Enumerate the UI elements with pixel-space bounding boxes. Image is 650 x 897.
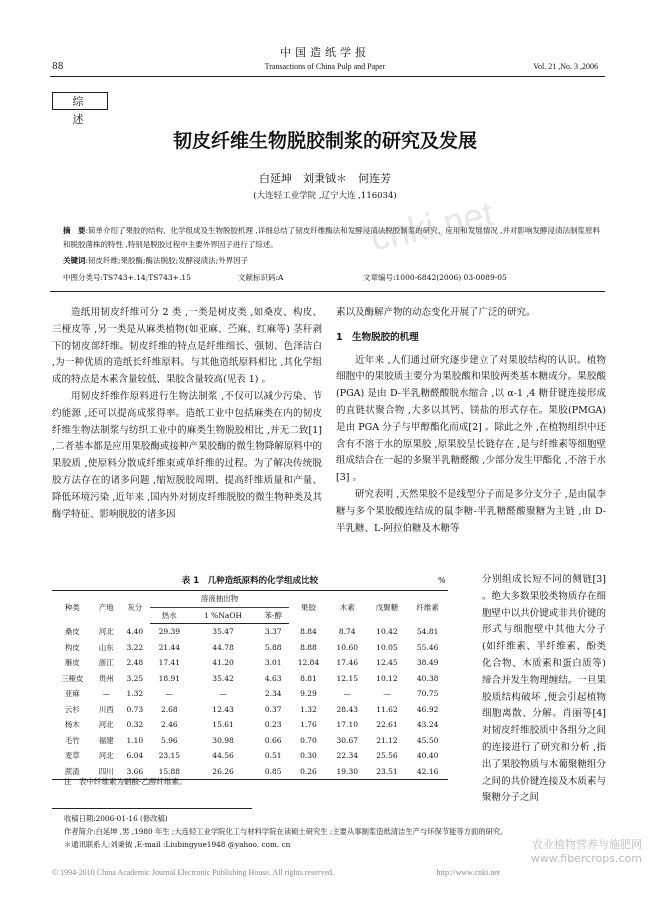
header-rule — [50, 76, 605, 77]
abstract-rule — [50, 291, 605, 292]
table-subheader: 热水 — [150, 607, 189, 624]
copyright-notice: © 1994-2010 China Academic Journal Electronic Publishing House. All rights reserved. — [52, 868, 335, 877]
table-cell: 17.41 — [158, 658, 181, 668]
table-cell: 1.76 — [300, 720, 317, 730]
column-tag: 综 述 — [52, 92, 108, 110]
keywords-text: :韧皮纤维;果胶酶;酶法脱胶;发酵浸渍法;外界因子 — [85, 256, 249, 265]
table-row — [52, 733, 448, 749]
table-cell: 29.39 — [158, 627, 181, 637]
table-cell: 0.26 — [289, 764, 328, 780]
table-cell: 福建 — [98, 735, 114, 745]
table-cell: 0.30 — [300, 751, 317, 761]
table-cell: 三桠皮 — [61, 673, 84, 683]
table-cell: 0.66 — [264, 735, 282, 745]
table-unit: % — [438, 576, 446, 585]
table-cell: 70.75 — [416, 689, 439, 699]
table-cell: — — [165, 689, 174, 699]
table-cell: 22.34 — [336, 751, 358, 761]
table-cell: 1.10 — [126, 735, 144, 745]
abstract — [63, 224, 603, 252]
journal-title-cn: 中国造纸学报 — [280, 46, 370, 59]
table-cell: 25.56 — [376, 751, 398, 761]
table-cell: 8.74 — [338, 627, 356, 636]
table-cell: 12.45 — [376, 658, 398, 668]
table-cell: — — [102, 689, 110, 699]
received-date: 收稿日期:2006-01-16 (修改稿) — [64, 814, 168, 823]
table-note: 注 表中纤维素为硝酸-乙醇纤维素。 — [64, 777, 187, 786]
table-cell: 河北 — [98, 720, 114, 730]
table-cell: 3.22 — [126, 642, 144, 652]
center-watermark: cnki.net — [366, 192, 497, 259]
table-cell: 浙江 — [98, 658, 114, 668]
table-header-group: 溶液抽出物 — [150, 591, 289, 608]
table-subheader: 苯-醇 — [257, 607, 289, 624]
table-cell: 0.23 — [264, 720, 282, 730]
table-header: 纤维素 — [407, 591, 448, 624]
table-cell: 12.43 — [212, 704, 234, 714]
table-cell: 9.29 — [300, 689, 317, 699]
table-subheader: 1 %NaOH — [189, 607, 258, 624]
table-cell: 3.01 — [264, 658, 282, 668]
table-cell: 贵州 — [98, 673, 114, 683]
table-cell: 0.32 — [126, 720, 144, 730]
table-cell: 2.48 — [126, 658, 144, 668]
table-cell: 0.73 — [126, 704, 144, 714]
paragraph-biopulping: 用韧皮纤维作原料进行生物法制浆 ,不仅可以减少污染、节约能源 ,还可以提高成浆得率。造纸工业中包括麻类在内的韧皮纤维生物法制浆与纺织工业中的麻类生物脱胶相比 ,并无二致[1] ,二者基本都是应用果胶酶或接种产果胶酶的微生物降解原料中的果胶质 ,使原料分散成纤维束或单纤维的过程。为了解决传统脱胶方法存在的诸多问题 ,缩短脱胶周期、提高纤维质量和产量、降低环境污染 ,近年来 ,国内外对韧皮纤维脱胶的微生物种类及其酶学特征、影响脱胶的诸多因 — [52, 390, 322, 520]
abstract-label: 摘 要 — [63, 226, 86, 235]
table-cell: 10.05 — [376, 642, 398, 652]
table-cell: 44.56 — [212, 751, 234, 761]
body-column-right-narrow — [482, 572, 606, 807]
table-cell: 4.40 — [126, 627, 144, 636]
table-cell: 15.61 — [212, 720, 234, 730]
table-cell: 21.12 — [376, 735, 398, 745]
table-cell: 18.91 — [158, 673, 181, 683]
table-cell: 55.46 — [416, 642, 439, 652]
table-cell: 0.85 — [257, 764, 289, 780]
table-cell: 1.32 — [300, 704, 317, 714]
table-cell: 2.46 — [160, 720, 178, 730]
table-cell: 2.68 — [160, 704, 178, 714]
paragraph-side-chains: 分别组成长短不同的侧链[3] 。绝大多数果胶类物质存在细胞壁中以共价键或非共价键的形式与细胞壁中其他大分子(如纤维素、半纤维素、酚类化合物、木质素和蛋白质等) 缔合并发生物理缠结。一旦果胶质结构破坏 ,便会引起植物细胞离散、分解。肖丽等[4] 对韧皮纤维胶质中各组分之间的连接进行了研究和分析 ,指出了果胶物质与木葡聚糖组分之间的共价键连接及木质素与聚糖分子之间 — [482, 574, 606, 804]
table-cell: 30.67 — [336, 735, 358, 745]
table-cell: 8.88 — [300, 642, 317, 652]
table-cell: 11.62 — [376, 704, 398, 714]
volume-info: Vol. 21 ,No. 3 ,2006 — [533, 62, 598, 71]
table-header: 灰分 — [120, 591, 150, 624]
table-row — [52, 702, 448, 718]
table-cell: 44.78 — [212, 642, 234, 652]
table-cell: 麦草 — [64, 751, 80, 761]
watermark-line1: 农业植物营养与施肥网 — [532, 838, 642, 851]
table-cell: 43.24 — [416, 720, 439, 730]
paragraph-intro: 造纸用韧皮纤维可分 2 类 ,一类是树皮类 ,如桑皮、构皮、三桠皮等 ,另一类是从麻类植物(如亚麻、苎麻、红麻等) 茎秆剥下的韧皮部纤维。韧皮纤维的特点是纤维细长、强韧、色泽洁白 ,为一种优质的造纸长纤维原料。与其他造纸原料相比 ,其化学组成的特点是木素含量较低、果胶含量较高(见表 1) 。 — [52, 307, 322, 386]
table-cell: 云杉 — [64, 704, 80, 714]
table-cell: 雁皮 — [64, 658, 80, 668]
body-column-left — [52, 305, 322, 523]
clc-number: 中图分类号:TS743+.14;TS743+.15 — [63, 273, 191, 282]
table-cell: 河北 — [98, 751, 114, 761]
table-cell: 山东 — [98, 642, 114, 652]
table-cell: 0.70 — [300, 735, 317, 745]
article-meta — [63, 272, 603, 284]
table-cell: 46.92 — [416, 704, 439, 714]
table-cell: — — [343, 689, 351, 699]
table-cell: 10.60 — [336, 642, 358, 652]
table-cell: 41.20 — [212, 658, 234, 668]
table-cell: 蔗渣 — [52, 764, 93, 780]
journal-title-en: Transactions of China Pulp and Paper — [264, 62, 386, 71]
table-cell: 35.42 — [212, 673, 234, 683]
table-cell: — — [219, 689, 227, 699]
watermark — [531, 838, 642, 866]
table-cell: 构皮 — [64, 642, 80, 652]
section-heading: 1 生物脱胶的机理 — [336, 331, 419, 343]
article-title: 韧皮纤维生物脱胶制浆的研究及发展 — [172, 130, 477, 152]
keywords — [63, 255, 603, 266]
table-cell: 23.51 — [367, 764, 408, 780]
table-header: 果胶 — [289, 591, 328, 624]
table-cell: 5.96 — [160, 735, 178, 745]
table-cell: — — [383, 689, 391, 699]
table-cell: 0.51 — [264, 751, 282, 761]
table-row — [52, 717, 448, 733]
paragraph-continued: 素以及酶解产物的动态变化开展了广泛的研究。 — [336, 307, 536, 318]
table-cell: 17.46 — [336, 658, 358, 668]
table-cell: 26.26 — [189, 764, 258, 780]
affiliation: (大连轻工业学院 ,辽宁大连 ,116034) — [253, 191, 397, 201]
table-cell: 28.43 — [336, 704, 358, 714]
table-cell: 8.84 — [300, 627, 317, 636]
watermark-line2: www.fibercrops.com — [530, 852, 642, 865]
table-cell: 23.15 — [158, 751, 181, 761]
table-cell: 5.88 — [264, 642, 282, 652]
table-cell: 35.47 — [212, 627, 234, 637]
table-cell: 川西 — [98, 704, 114, 714]
table-cell: 21.44 — [158, 642, 181, 652]
abstract-text: :简单介绍了果胶的结构、化学组成及生物脱胶机理 ,详细总结了韧皮纤维酶法和发酵浸渍法脱胶制浆的研究、应用和发展情况 ,并对影响发酵浸渍法制浆原料和脱胶菌株的特性 ,特别是脱胶过程中主要外界因子进行了综述。 — [63, 226, 601, 249]
table-cell: 38.49 — [416, 658, 439, 668]
table-cell: 17.10 — [336, 720, 358, 730]
table-cell: 30.98 — [212, 735, 234, 745]
corresponding-author: ＊通讯联系人:刘秉钺 ,E-mail :Liubingyue1948 @yahoo. com. cn — [64, 840, 291, 849]
footnote-rule — [52, 808, 252, 809]
table-header: 产地 — [93, 591, 120, 624]
table-cell: 1.32 — [126, 689, 144, 699]
body-column-right — [336, 305, 606, 537]
table-header: 戊聚糖 — [367, 591, 408, 624]
table-cell: 40.38 — [416, 673, 439, 683]
table-cell: 19.30 — [328, 764, 367, 780]
table-cell: 45.50 — [416, 735, 439, 745]
table-caption: 表 1 几种造纸原料的化学组成比较 — [181, 576, 319, 586]
table-cell: 四川 — [93, 764, 120, 780]
table-cell: 42.16 — [407, 764, 448, 780]
table-cell: 河北 — [98, 627, 114, 636]
table-cell: 3.37 — [264, 627, 282, 637]
table-cell: 22.61 — [376, 720, 398, 730]
table-row — [52, 748, 448, 764]
table-cell: 毛竹 — [64, 735, 80, 745]
document-code: 文献标识码:A — [238, 273, 284, 282]
article-number: 文章编号:1000-6842(2006) 03-0089-05 — [363, 273, 507, 282]
table-cell: 0.37 — [264, 704, 282, 714]
table-cell: 10.12 — [376, 673, 398, 683]
paragraph-pectin-structure: 近年来 ,人们通过研究逐步建立了对果胶结构的认识。植物细胞中的果胶质主要分为果胶酸和果胶两类基本糖成分。果胶酸(PGA) 是由 D-半乳糖醛酸脱水缩合 ,以 α-1 ,4 糖苷键连接形成的直链状聚合物 ,大多以其钙、镁盐的形式存在。果胶(PMGA) 是由 PGA 分子与甲醇酯化而成[2] 。除此之外 ,在植物组织中还含有不溶于水的原果胶 ,原果胶呈长链存在 ,是与纤维素等细胞壁组成结合在一起的多聚半乳糖醛酸 ,少部分发生甲酯化 ,不溶于水[3] 。 — [336, 354, 606, 484]
table-cell: 12.15 — [336, 673, 358, 683]
table-row — [52, 671, 448, 687]
table-cell: 40.40 — [416, 751, 439, 761]
table-cell: 3.25 — [126, 673, 144, 683]
table-header: 种类 — [52, 591, 93, 624]
composition-table — [52, 590, 448, 780]
table-cell: 6.04 — [126, 751, 144, 761]
table-header: 木素 — [328, 591, 367, 624]
website-link[interactable]: http://www.cnki.net — [436, 868, 500, 877]
table-cell: 2.34 — [264, 689, 282, 699]
page-number: 88 — [52, 62, 64, 72]
paragraph-pectin-branch: 研究表明 ,天然果胶不是线型分子而是多分支分子 ,是由鼠李糖与多个果胶酸连结成的鼠李糖-半乳糖醛酸聚糖为主链 ,由 D-半乳糖、L-阿拉伯糖及木糖等 — [336, 488, 606, 534]
table-row — [52, 686, 448, 702]
table-cell: 桑皮 — [64, 627, 80, 636]
keywords-label: 关键词 — [63, 256, 86, 265]
table-cell: 亚麻 — [64, 689, 80, 699]
table-cell: 3.66 — [120, 764, 150, 780]
table-cell: 杨木 — [64, 720, 80, 730]
table-cell: 8.81 — [300, 673, 317, 683]
table-row — [52, 655, 448, 671]
authors: 白延坤 刘秉钺＊ 何连芳 — [259, 172, 391, 185]
table-cell: 4.63 — [264, 673, 282, 683]
table-row — [52, 624, 448, 640]
table-cell: 12.84 — [297, 658, 320, 668]
table-cell: 15.88 — [150, 764, 189, 780]
table-row — [52, 640, 448, 656]
table-cell: 10.42 — [376, 627, 398, 636]
author-bio: 作者简介:白延坤 ,男 ,1980 年生 ;大连轻工业学院化工与材料学院在读硕士研究生 ;主要从事制浆造纸清洁生产与环保节能等方面的研究。 — [64, 827, 508, 836]
table-cell: 54.81 — [416, 627, 439, 636]
